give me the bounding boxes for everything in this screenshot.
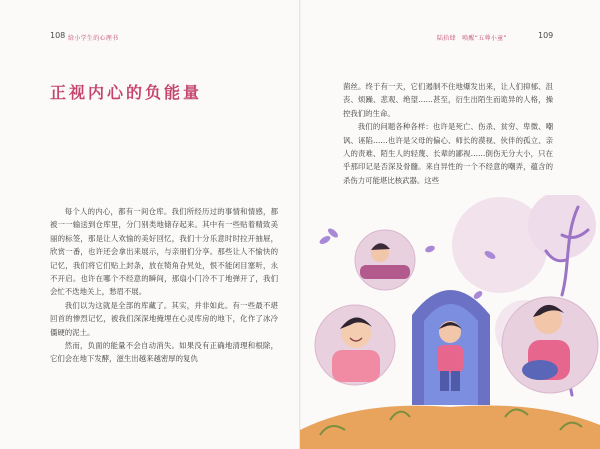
standing-child-shirt (437, 345, 463, 373)
left-body-text (50, 205, 278, 366)
left-page-number: 108 (50, 31, 66, 40)
right-body-text (343, 80, 553, 187)
right-page-number: 109 (538, 31, 554, 40)
child-knees (522, 360, 558, 380)
paragraph: 我们的问题各种各样：也许是死亡、伤杀、贫穷、卑微、嘲讽、诬陷……也许是父母的偏心、师长的漠视、伙伴的孤立、亲人的责难、陌生人的轻蔑、长辈的鄙视……倒伤无分大小，只在乎那印记是否深及骨髓。来自异性的一个不经意的嘲弄，蕴含的杀伤力可能堪比核武器。这些 (343, 122, 553, 185)
inner-warehouse-illustration (300, 195, 600, 449)
paragraph: 每个人的内心，都有一间仓库。我们所经历过的事情和情感，都被一一输送到仓库里，分门别类地储存起来。其中有一些贴着精致美丽的标签，那是让人欢愉的美好回忆，我们十分乐意时时拉开抽屉，欣赏一番，也许还会拿出来展示，与亲朋们分享。那些让人不愉快的记忆，我们将它们贴上封条，放在犄角旮旯处，恨不能闭目塞听，永不开启。也许在哪个不经意的瞬间，那扇小门冷不丁地弹开了，我们会忙不迭地关上，愁眉不展。 (50, 207, 278, 297)
paragraph: 然而，负面的能量不会自动消失。如果没有正确地清理和根除，它们会在地下发酵，滋生出越来越密厚的复仇 (50, 341, 278, 364)
chapter-title: 正视内心的负能量 (50, 83, 203, 102)
ground-mound (300, 405, 600, 449)
child-shirt (332, 350, 380, 382)
paragraph: 我们以为这就是全部的库藏了。其实，并非如此。有一些最不堪回首的惨烈记忆，被我们深深地掩埋在心灵库房的地下，化作了冰冷僵硬的泥土。 (50, 300, 278, 337)
paragraph: 菌丝。终于有一天，它们遏制不住地爆发出来，让人们抑郁、沮丧、烦躁、悲观、绝望……甚至，衍生出陌生而诡异的人格，操控我们的生命。 (343, 82, 553, 118)
left-running-header: 给小学生的心理书 (68, 35, 119, 42)
child-leg (451, 371, 460, 391)
child-leg (440, 371, 449, 391)
right-running-header: 陆拾肆 唤醒“五尊小童” (437, 35, 507, 42)
blanket (360, 265, 410, 279)
